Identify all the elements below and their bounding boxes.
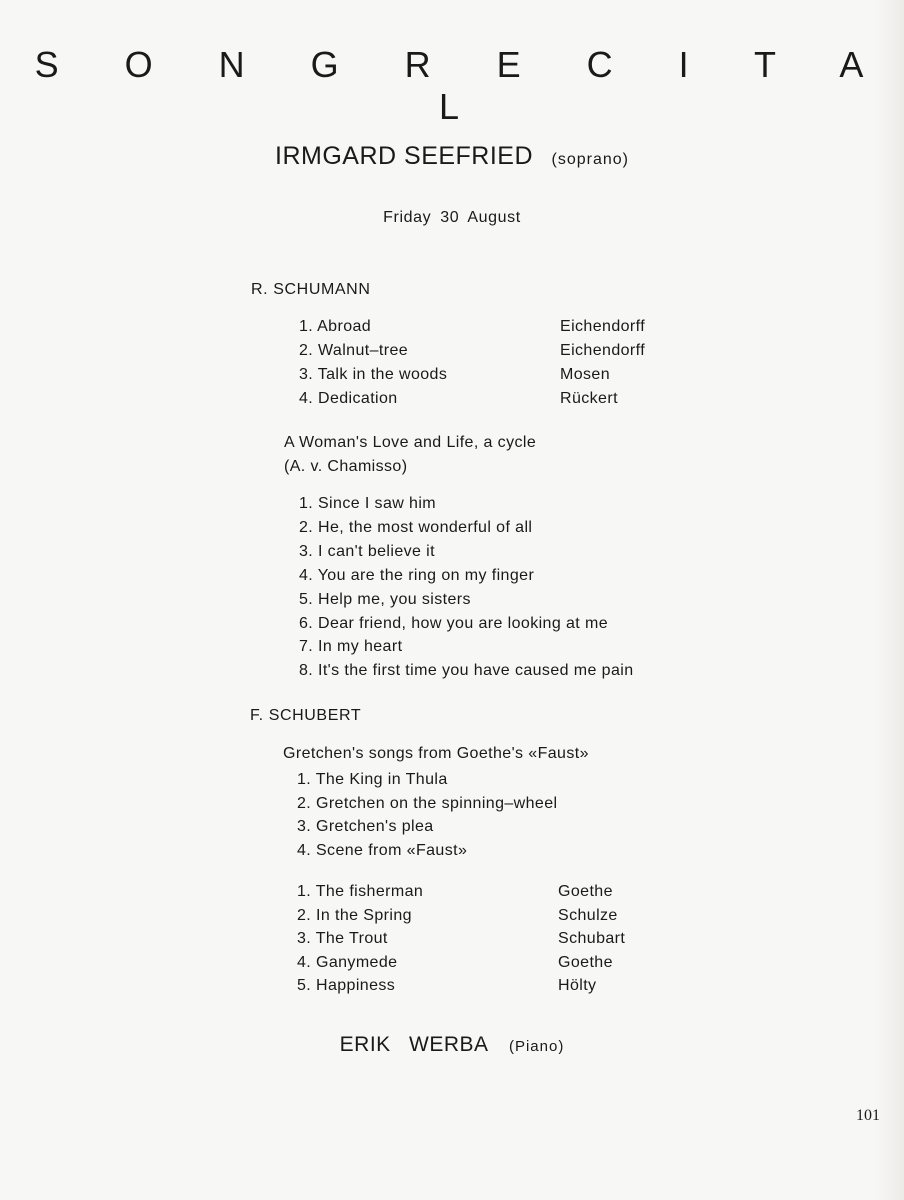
faust-song: 2. Gretchen on the spinning–wheel (297, 795, 558, 812)
faust-song: 3. Gretchen's plea (297, 818, 434, 835)
cycle-song: 3. I can't believe it (299, 543, 435, 560)
song-title: 1. The fisherman (297, 883, 424, 900)
composer-schubert: F. SCHUBERT (250, 707, 362, 724)
song-title: 2. In the Spring (297, 907, 412, 924)
cycle-title: A Woman's Love and Life, a cycle (284, 434, 537, 451)
song-poet: Mosen (560, 366, 611, 383)
song-title: 2. Walnut–tree (299, 342, 409, 359)
song-title: 3. Talk in the woods (299, 366, 448, 383)
song-poet: Rückert (560, 390, 618, 407)
performer-heading (0, 142, 904, 171)
faust-song: 4. Scene from «Faust» (297, 842, 468, 859)
song-title: 4. Dedication (299, 390, 398, 407)
page-number: 101 (856, 1107, 880, 1124)
accompanist-name: ERIK WERBA (339, 1033, 489, 1056)
page-edge-shadow (874, 0, 904, 1200)
song-title: 5. Happiness (297, 977, 396, 994)
cycle-song: 5. Help me, you sisters (299, 591, 471, 608)
song-poet: Hölty (558, 977, 597, 994)
song-title: 4. Ganymede (297, 954, 398, 971)
song-poet: Goethe (558, 883, 613, 900)
song-title: 3. The Trout (297, 930, 388, 947)
performer-role: (soprano) (551, 151, 629, 168)
song-poet: Eichendorff (560, 318, 646, 335)
recital-date: Friday 30 August (383, 209, 521, 226)
cycle-song: 4. You are the ring on my finger (299, 567, 535, 584)
composer-schumann: R. SCHUMANN (251, 281, 371, 298)
performer-name: IRMGARD SEEFRIED (275, 142, 534, 170)
cycle-song: 8. It's the first time you have caused me pain (299, 662, 634, 679)
song-poet: Eichendorff (560, 342, 646, 359)
cycle-song: 7. In my heart (299, 638, 403, 655)
cycle-song: 1. Since I saw him (299, 495, 437, 512)
song-poet: Schubart (558, 930, 626, 947)
page-title: S O N G R E C I T A L (34, 44, 892, 127)
cycle-poet: (A. v. Chamisso) (284, 458, 408, 475)
song-title: 1. Abroad (299, 318, 372, 335)
song-poet: Schulze (558, 907, 618, 924)
cycle-song: 6. Dear friend, how you are looking at me (299, 615, 609, 632)
faust-song: 1. The King in Thula (297, 771, 448, 788)
accompanist-heading (0, 1033, 904, 1057)
faust-title: Gretchen's songs from Goethe's «Faust» (283, 745, 589, 762)
accompanist-role: (Piano) (508, 1038, 565, 1055)
song-poet: Goethe (558, 954, 613, 971)
cycle-song: 2. He, the most wonderful of all (299, 519, 533, 536)
